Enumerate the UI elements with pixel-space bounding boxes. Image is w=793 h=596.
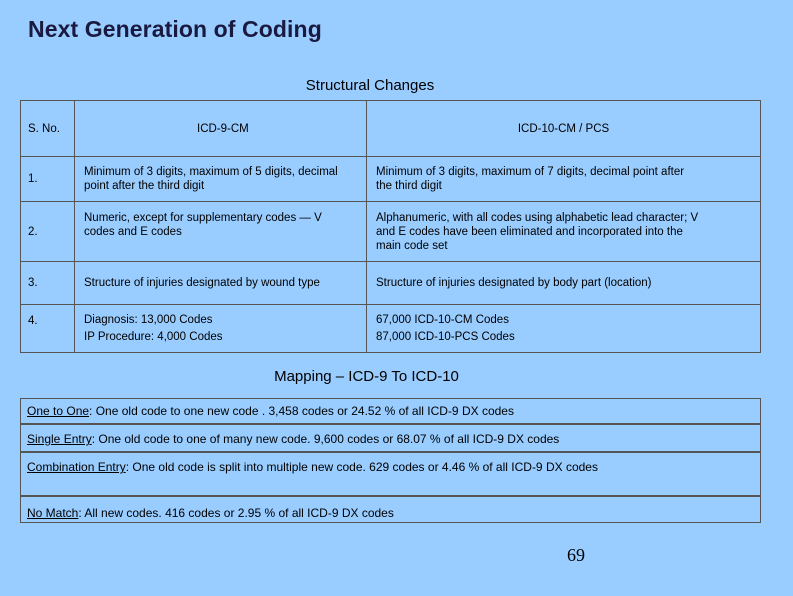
header-sno: S. No.: [21, 101, 75, 157]
structural-changes-table: [20, 100, 761, 353]
row-sno: 1.: [21, 157, 75, 202]
mapping-text: : One old code to one of many new code. 9,600 codes or 68.07 % of all ICD-9 DX codes: [91, 432, 560, 446]
cell-line: 67,000 ICD-10-CM Codes: [376, 313, 509, 326]
table-subtitle: Structural Changes: [305, 77, 435, 94]
header-icd9: ICD-9-CM: [75, 101, 367, 157]
page-number: 69: [567, 545, 585, 565]
row-icd9: [75, 202, 367, 262]
cell-line: and E codes have been eliminated and incorporated into the: [376, 225, 683, 238]
cell-line: IP Procedure: 4,000 Codes: [84, 330, 223, 343]
cell-line: Minimum of 3 digits, maximum of 5 digits, decimal: [84, 166, 338, 178]
cell-line: Structure of injuries designated by wound type: [84, 277, 320, 289]
mapping-term: Single Entry: [27, 432, 92, 446]
cell-line: Diagnosis: 13,000 Codes: [84, 313, 213, 326]
row-icd9: [75, 262, 367, 305]
row-icd10: [367, 157, 761, 202]
row-icd10: [367, 202, 761, 262]
row-sno: 3.: [21, 262, 75, 305]
mapping-item-combination-entry: [20, 452, 761, 496]
mapping-text: : All new codes. 416 codes or 2.95 % of all ICD-9 DX codes: [78, 506, 394, 520]
mapping-term: One to One: [27, 404, 90, 418]
table-row: [21, 157, 761, 202]
cell-line: Numeric, except for supplementary codes — V: [84, 211, 322, 224]
mapping-item-single-entry: [20, 424, 761, 452]
cell-line: Structure of injuries designated by body part (location): [376, 277, 652, 289]
table-row: [21, 305, 761, 353]
table-row: [21, 202, 761, 262]
cell-line: Alphanumeric, with all codes using alphabetic lead character; V: [376, 211, 699, 224]
cell-line: 87,000 ICD-10-PCS Codes: [376, 330, 515, 343]
row-sno: 2.: [21, 202, 75, 262]
row-sno: 4.: [21, 305, 75, 353]
row-icd10: [367, 305, 761, 353]
mapping-text: : One old code to one new code . 3,458 codes or 24.52 % of all ICD-9 DX codes: [89, 404, 514, 418]
page-title: Next Generation of Coding: [28, 16, 322, 42]
mapping-title: Mapping – ICD-9 To ICD-10: [274, 368, 459, 385]
cell-line: the third digit: [376, 180, 442, 192]
cell-line: main code set: [376, 239, 448, 252]
mapping-item-no-match: [20, 496, 761, 523]
cell-line: Minimum of 3 digits, maximum of 7 digits, decimal point after: [376, 166, 685, 178]
row-icd9: [75, 305, 367, 353]
cell-line: codes and E codes: [84, 225, 182, 238]
table-row: [21, 262, 761, 305]
header-icd10: ICD-10-CM / PCS: [367, 101, 761, 157]
mapping-item-one-to-one: [20, 398, 761, 424]
cell-line: point after the third digit: [84, 180, 205, 192]
row-icd10: [367, 262, 761, 305]
table-header-row: [21, 101, 761, 157]
row-icd9: [75, 157, 367, 202]
cell-line: [84, 239, 357, 253]
mapping-term: Combination Entry: [27, 460, 126, 474]
mapping-text: : One old code is split into multiple new code. 629 codes or 4.46 % of all ICD-9 DX codes: [125, 460, 598, 474]
mapping-term: No Match: [27, 506, 79, 520]
